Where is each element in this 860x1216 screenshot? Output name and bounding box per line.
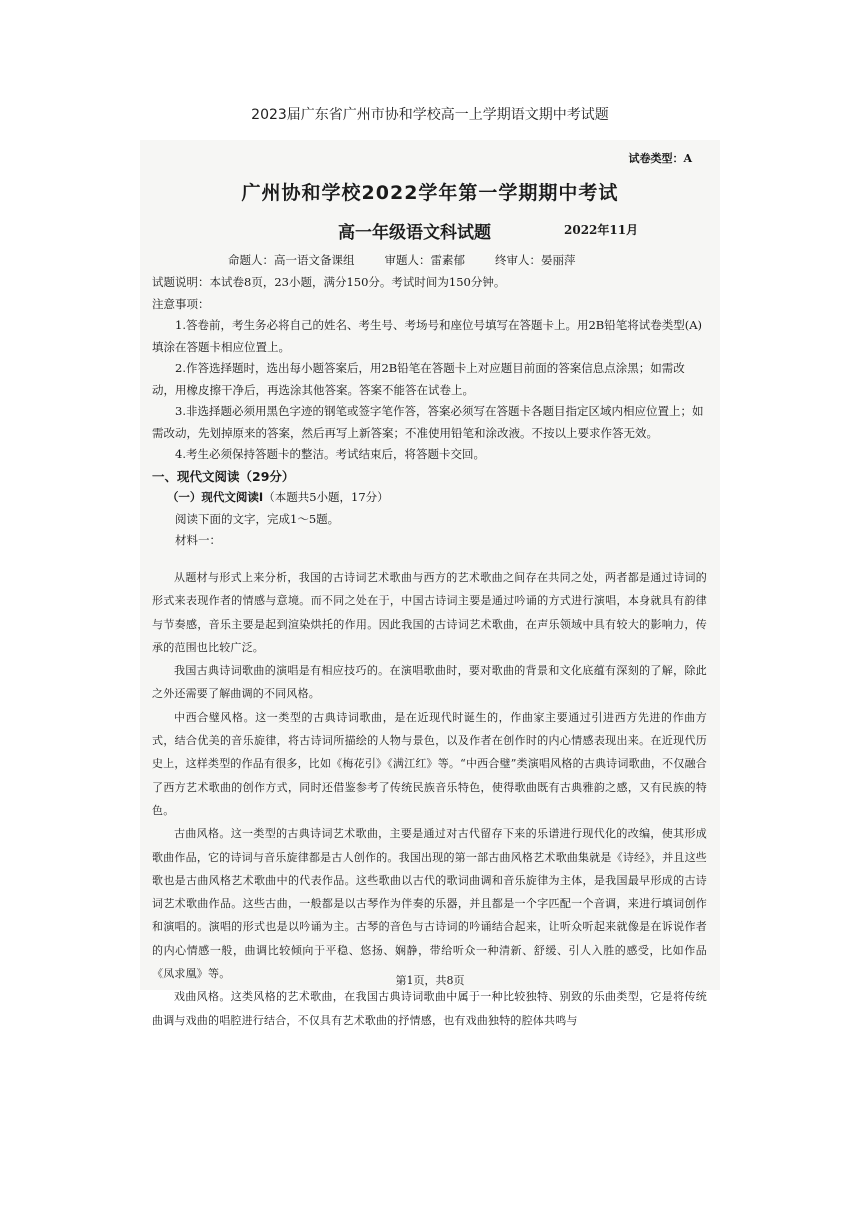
exam-sub-title: 高一年级语文科试题	[338, 223, 491, 243]
reading-passage	[152, 566, 707, 1032]
exam-info: 试题说明：本试卷8页，23小题，满分150分。考试时间为150分钟。	[152, 275, 506, 289]
subsection-label: （一）现代文阅读Ⅰ	[166, 490, 264, 504]
paper-type-label: 试卷类型：A	[628, 152, 692, 165]
section-heading: 一、现代文阅读（29分）	[152, 468, 295, 484]
exam-main-title: 广州协和学校2022学年第一学期期中考试	[241, 182, 619, 204]
material-label: 材料一：	[175, 533, 221, 547]
page-title: 2023届广东省广州市协和学校高一上学期语文期中考试题	[251, 107, 609, 123]
authors-line	[228, 252, 698, 268]
note-item: 2.作答选择题时，选出每小题答案后，用2B铅笔在答题卡上对应题目前面的答案信息点涂黑；如需改动，用橡皮擦干净后，再选涂其他答案。答案不能答在试卷上。	[152, 361, 685, 397]
subsection-info: （本题共5小题，17分）	[263, 490, 389, 504]
exam-date: 2022年11月	[564, 223, 639, 237]
reviewer: 审题人：雷素郁	[384, 253, 465, 267]
passage-paragraph: 戏曲风格。这类风格的艺术歌曲，在我国古典诗词歌曲中属于一种比较独特、别致的乐曲类型，它是将传统曲调与戏曲的唱腔进行结合，不仅具有艺术歌曲的抒情感，也有戏曲独特的腔体共鸣与	[152, 990, 707, 1027]
note-item: 1.答卷前，考生务必将自己的姓名、考生号、考场号和座位号填写在答题卡上。用2B铅笔将试卷类型(A)填涂在答题卡相应位置上。	[152, 318, 703, 354]
page-number: 第1页，共8页	[395, 974, 465, 987]
note-item: 4.考生必须保持答题卡的整洁。考试结束后，将答题卡交回。	[175, 447, 485, 461]
note-item: 3.非选择题必须用黑色字迹的钢笔或签字笔作答，答案必须写在答题卡各题目指定区域内相应位置上；如需改动，先划掉原来的答案，然后再写上新答案；不准使用铅笔和涂改液。不按以上要求作答无效。	[152, 404, 704, 440]
scanned-page	[140, 140, 720, 1027]
passage-paragraph: 从题材与形式上来分析，我国的古诗词艺术歌曲与西方的艺术歌曲之间存在共同之处，两者都是通过诗词的形式来表现作者的情感与意境。而不同之处在于，中国古诗词主要是通过吟诵的方式进行演唱，本身就具有韵律与节奏感，音乐主要是起到渲染烘托的作用。因此我国的古诗词艺术歌曲，在声乐领域中具有较大的影响力，传承的范围也比较广泛。	[152, 571, 707, 654]
exam-instructions	[152, 272, 707, 552]
reading-instruction: 阅读下面的文字，完成1～5题。	[175, 511, 340, 526]
final-reviewer: 终审人：晏丽萍	[495, 253, 576, 267]
notes-heading: 注意事项：	[152, 296, 210, 311]
passage-paragraph: 我国古典诗词歌曲的演唱是有相应技巧的。在演唱歌曲时，要对歌曲的背景和文化底蕴有深刻的了解，除此之外还需要了解曲调的不同风格。	[152, 664, 707, 701]
setter: 命题人：高一语文备课组	[228, 253, 355, 267]
subsection-heading	[152, 487, 707, 509]
passage-paragraph: 中西合璧风格。这一类型的古典诗词歌曲，是在近现代时诞生的，作曲家主要通过引进西方先进的作曲方式，结合优美的音乐旋律，将古诗词所描绘的人物与景色，以及作者在创作时的内心情感表现出来。在近现代历史上，这样类型的作品有很多，比如《梅花引》《满江红》等。“中西合璧”类演唱风格的古典诗词歌曲，不仅融合了西方艺术歌曲的创作方式，同时还借鉴参考了传统民族音乐特色，使得歌曲既有古典雅韵之感，又有民族的特色。	[152, 710, 707, 817]
passage-paragraph: 古曲风格。这一类型的古典诗词艺术歌曲，主要是通过对古代留存下来的乐谱进行现代化的改编，使其形成歌曲作品，它的诗词与音乐旋律都是古人创作的。我国出现的第一部古曲风格艺术歌曲集就是《诗经》，并且这些歌也是古曲风格艺术歌曲中的代表作品。这些歌曲以古代的歌词曲调和音乐旋律为主体，是我国最早形成的古诗词艺术歌曲作品。这些古曲，一般都是以古琴作为伴奏的乐器，并且都是一个字匹配一个音调，来进行填词创作和演唱的。演唱的形式也是以吟诵为主。古琴的音色与古诗词的吟诵结合起来，让听众听起来就像是在诉说作者的内心情感一般，曲调比较倾向于平稳、悠扬、娴静，带给听众一种清新、舒缓、引人入胜的感受，比如作品《凤求凰》等。	[152, 827, 707, 981]
